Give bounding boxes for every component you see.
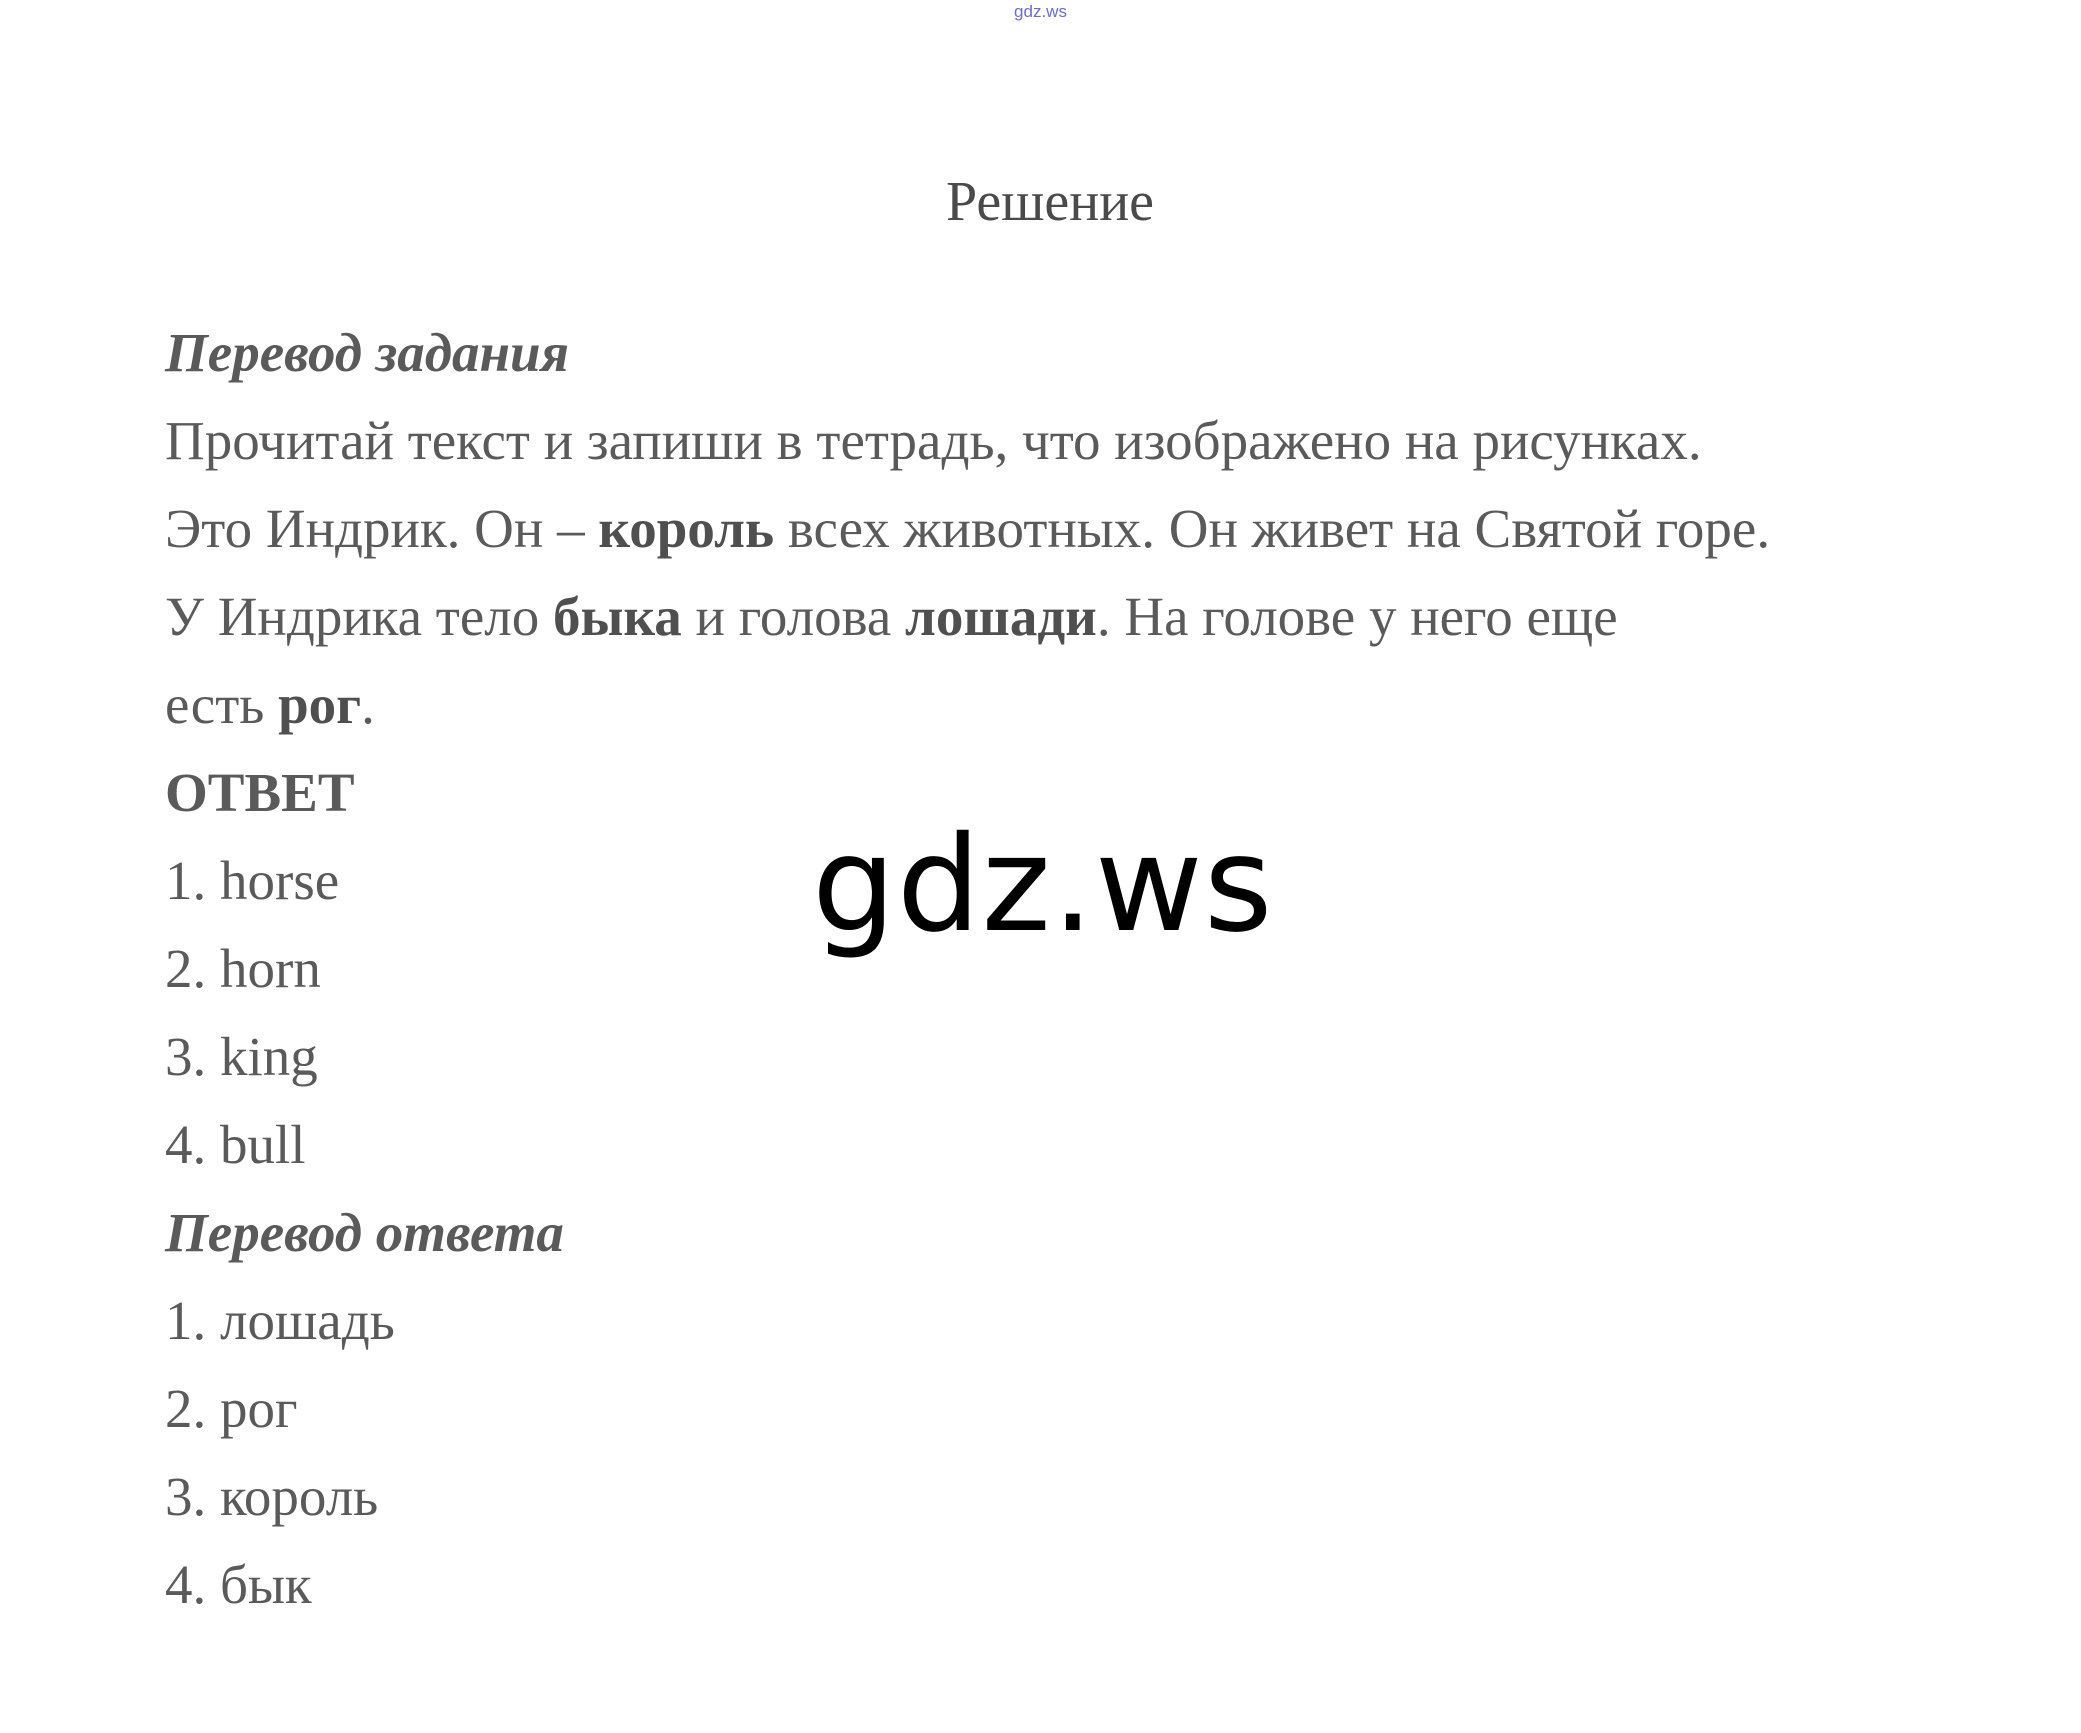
answer-translation-item: 1. лошадь [165,1290,395,1351]
story-line-3 [165,661,2015,749]
answer-heading: ОТВЕТ [165,762,355,823]
center-watermark: gdz.ws [812,808,1274,962]
bold-word: лошади [905,586,1097,647]
task-instruction: Прочитай текст и запиши в тетрадь, что изображено на рисунках. [165,410,1702,471]
answer-translation-item: 3. король [165,1466,379,1527]
bold-word: король [598,498,775,559]
bold-word: быка [552,586,682,647]
text-fragment: есть [165,674,279,735]
top-watermark: gdz.ws [1014,2,1067,21]
text-fragment: Это Индрик. Он – [165,498,599,559]
story-line-1 [165,485,2015,573]
answer-translation-item: 2. рог [165,1378,298,1439]
answer-item: 3. king [165,1026,318,1087]
answer-translation-heading: Перевод ответа [165,1202,564,1263]
answer-item: 4. bull [165,1114,306,1175]
text-fragment: . [361,674,375,735]
task-translation-heading: Перевод задания [165,322,569,383]
document-body [165,309,2015,1629]
text-fragment: У Индрика тело [165,586,553,647]
answer-item: 2. horn [165,938,321,999]
story-line-2 [165,573,2015,661]
bold-word: рог [278,674,362,735]
page-title: Решение [945,171,1155,233]
text-fragment: . На голове у него еще [1096,586,1618,647]
text-fragment: и голова [681,586,906,647]
text-fragment: всех животных. Он живет на Святой горе. [774,498,1771,559]
answer-translation-item: 4. бык [165,1554,312,1615]
answer-item: 1. horse [165,850,340,911]
